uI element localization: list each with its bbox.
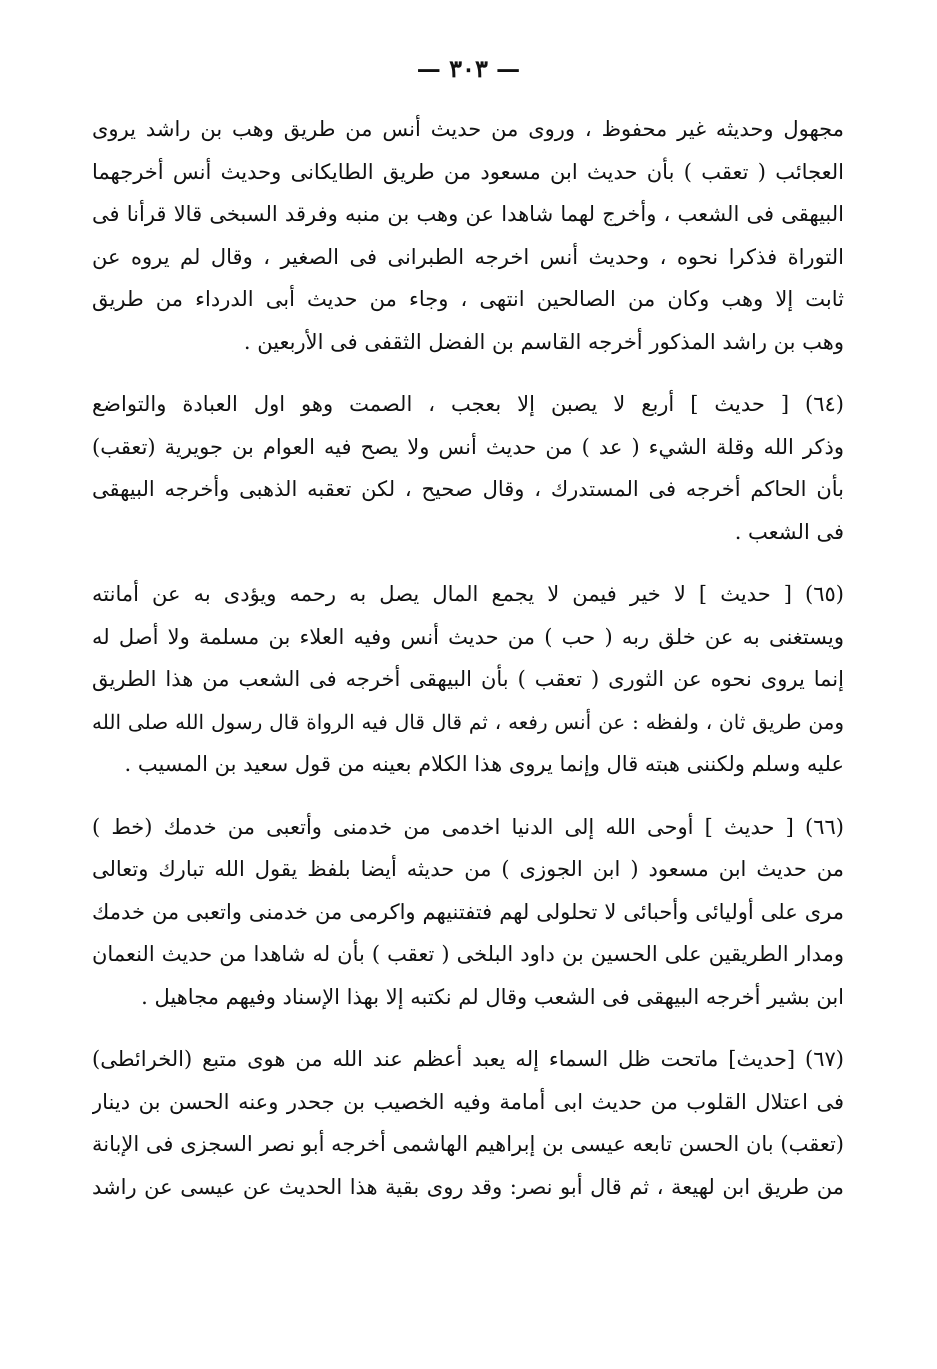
text-line: من طريق ابن لهيعة ، ثم قال أبو نصر: وقد روى بقية هذا الحديث عن عيسى عن راشد: [92, 1174, 844, 1199]
text-line: وهب بن راشد المذكور أخرجه القاسم بن الفضل الثقفى فى الأربعين .: [243, 329, 844, 354]
text-line: ابن بشير أخرجه البيهقى فى الشعب وقال لم نكتبه إلا بهذا الإسناد وفيهم مجاهيل .: [141, 984, 844, 1009]
text-line: بأن الحاكم أخرجه فى المستدرك ، وقال صحيح ، لكن تعقبه الذهبى وأخرجه البيهقى: [92, 477, 844, 501]
text-line: فى اعتلال القلوب من حديث ابى أمامة وفيه الخصيب بن جحدر وعنه الحسن بن دينار: [92, 1089, 844, 1114]
text-line: (٦٧) [حديث] ماتحت ظل السماء إله يعبد أعظم عند الله من هوى متبع (الخرائطى): [92, 1047, 844, 1071]
text-line: التوراة فذكرا نحوه ، وحديث أنس اخرجه الطبرانى فى الصغير ، وقال لم يروه عن: [92, 244, 844, 269]
text-line: وذكر الله وقلة الشيء ( عد ) من حديث أنس ولا يصح فيه العوام بن جويرية (تعقب): [92, 434, 844, 459]
text-line: من حديث ابن مسعود ( ابن الجوزى ) من حديثه أيضا بلفظ يقول الله تبارك وتعالى: [92, 857, 844, 881]
text-line: العجائب ( تعقب ) بأن حديث ابن مسعود من طريق الطايكانى وحديث أنس أخرجهما: [92, 159, 844, 184]
text-line: فى الشعب .: [734, 519, 844, 544]
paragraph-hadith-67: [92, 1038, 844, 1208]
text-line: (٦٤) [ حديث ] أربع لا يصبن إلا بعجب ، الصمت وهو اول العبادة والتواضع: [92, 392, 844, 416]
text-line: مجهول وحديثه غير محفوظ ، وروى من حديث أنس من طريق وهب بن راشد يروى: [92, 117, 844, 141]
text-line: ويستغنى به عن خلق ربه ( حب ) من حديث أنس وفيه العلاء بن مسلمة ولا أصل له: [92, 624, 844, 649]
paragraph-hadith-65: [92, 573, 844, 786]
paragraph-hadith-64: [92, 383, 844, 553]
text-line: مرى على أوليائى وأحبائى لا تحلولى لهم فتفتنيهم واكرمى من خدمنى واتعبى من خدمك: [92, 899, 844, 924]
text-line: ومن طريق ثان ، ولفظه : عن أنس رفعه ، ثم قال قال فيه الرواة قال رسول الله صلى الله: [92, 709, 844, 734]
text-line: ومدار الطريقين على الحسين بن داود البلخى ( تعقب ) بأن له شاهدا من حديث النعمان: [92, 942, 844, 966]
page-number: — ٣٠٣ —: [416, 54, 521, 83]
paragraph-hadith-66: [92, 806, 844, 1019]
text-line: (تعقب) بان الحسن تابعه عيسى بن إبراهيم الهاشمى أخرجه أبو نصر السجزى فى الإبانة: [92, 1132, 844, 1156]
text-line: (٦٥) [ حديث ] لا خير فيمن لا يجمع المال يصل به رحمه ويؤدى به عن أمانته: [92, 582, 844, 606]
text-line: ثابت إلا وهب وكان من الصالحين انتهى ، وجاء من حديث أبى الدرداء من طريق: [92, 287, 844, 311]
paragraph-intro: [92, 108, 844, 363]
text-line: (٦٦) [ حديث ] أوحى الله إلى الدنيا اخدمى من خدمنى وأتعبى من خدمك (خط ): [92, 814, 844, 839]
text-line: إنما يروى نحوه عن الثورى ( تعقب ) بأن البيهقى أخرجه فى الشعب من هذا الطريق: [92, 667, 844, 691]
page-body: [92, 108, 844, 1208]
text-line: عليه وسلم ولكننى هبته قال وإنما يروى هذا الكلام بعينه من قول سعيد بن المسيب .: [124, 752, 844, 776]
text-line: البيهقى فى الشعب ، وأخرج لهما شاهدا عن وهب بن منبه وفرقد السبخى قالا قرأنا فى: [92, 202, 844, 226]
